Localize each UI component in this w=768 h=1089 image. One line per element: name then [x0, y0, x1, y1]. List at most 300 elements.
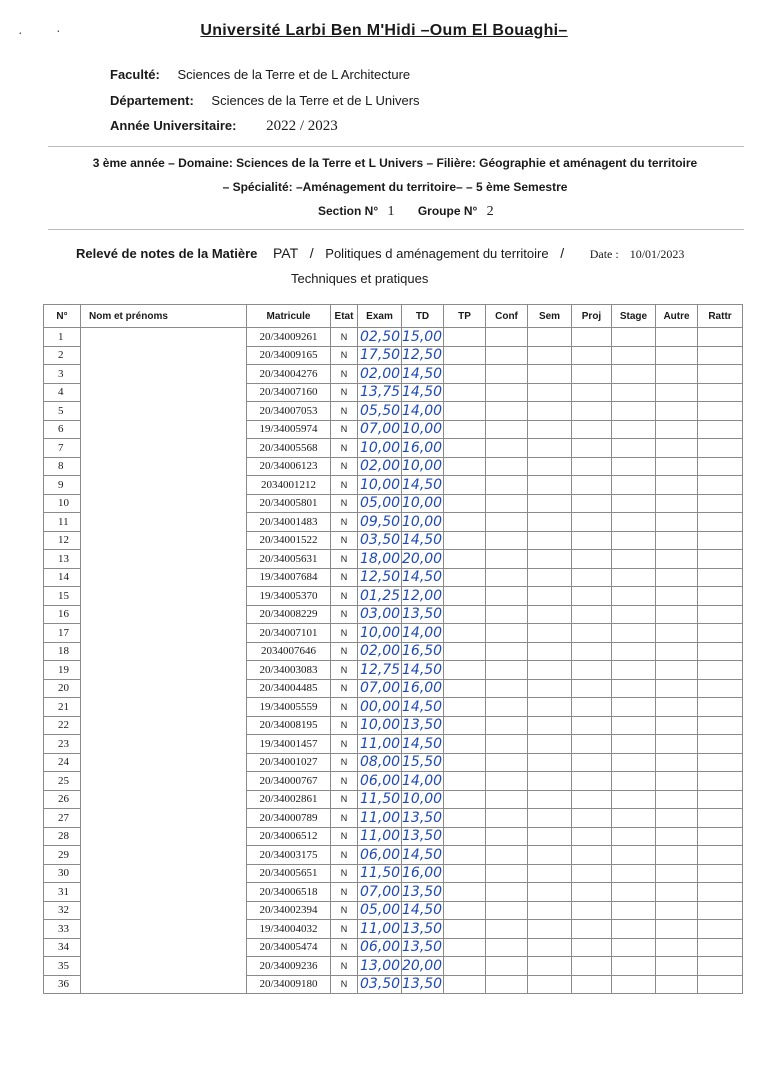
row-number: 28	[44, 827, 81, 846]
row-number: 21	[44, 698, 81, 717]
rattr-cell	[698, 938, 743, 957]
column-header-matricule: Matricule	[247, 305, 331, 328]
exam-grade: 03,50	[358, 975, 402, 994]
matricule-cell: 2034001212	[247, 476, 331, 495]
etat-cell: N	[331, 494, 358, 513]
name-cell	[81, 716, 247, 735]
section-label: Section N°	[318, 204, 379, 218]
row-number: 9	[44, 476, 81, 495]
stage-cell	[612, 494, 656, 513]
rattr-cell	[698, 328, 743, 347]
conf-cell	[486, 457, 528, 476]
sem-cell	[528, 420, 572, 439]
td-grade: 14,50	[402, 902, 443, 919]
row-number: 5	[44, 402, 81, 421]
column-header-etat: Etat	[331, 305, 358, 328]
name-cell	[81, 827, 247, 846]
exam-grade: 10,00	[358, 439, 402, 458]
tp-cell	[444, 642, 486, 661]
name-cell	[81, 920, 247, 939]
sem-cell	[528, 531, 572, 550]
row-number: 17	[44, 624, 81, 643]
table-row	[44, 975, 743, 994]
conf-cell	[486, 513, 528, 532]
td-grade: 16,00	[402, 439, 443, 456]
autre-cell	[656, 605, 698, 624]
row-number: 23	[44, 735, 81, 754]
etat-cell: N	[331, 772, 358, 791]
td-grade: 12,00	[402, 587, 443, 604]
table-row	[44, 864, 743, 883]
name-cell	[81, 605, 247, 624]
exam-grade: 12,50	[358, 568, 402, 587]
stage-cell	[612, 587, 656, 606]
proj-cell	[572, 328, 612, 347]
name-cell	[81, 846, 247, 865]
table-row	[44, 827, 743, 846]
conf-cell	[486, 846, 528, 865]
stage-cell	[612, 420, 656, 439]
proj-cell	[572, 920, 612, 939]
name-cell	[81, 772, 247, 791]
autre-cell	[656, 531, 698, 550]
stage-cell	[612, 698, 656, 717]
table-row	[44, 568, 743, 587]
releve-label: Relevé de notes de la Matière	[76, 246, 258, 261]
stage-cell	[612, 328, 656, 347]
tp-cell	[444, 346, 486, 365]
sem-cell	[528, 679, 572, 698]
autre-cell	[656, 975, 698, 994]
sem-cell	[528, 883, 572, 902]
matricule-cell: 20/34006512	[247, 827, 331, 846]
etat-cell: N	[331, 624, 358, 643]
proj-cell	[572, 568, 612, 587]
tp-cell	[444, 420, 486, 439]
name-cell	[81, 457, 247, 476]
name-cell	[81, 439, 247, 458]
table-row	[44, 679, 743, 698]
name-cell	[81, 420, 247, 439]
tp-cell	[444, 790, 486, 809]
etat-cell: N	[331, 957, 358, 976]
etat-cell: N	[331, 402, 358, 421]
exam-grade: 06,00	[358, 846, 402, 865]
autre-cell	[656, 827, 698, 846]
matricule-cell: 20/34006123	[247, 457, 331, 476]
name-cell	[81, 568, 247, 587]
rattr-cell	[698, 883, 743, 902]
autre-cell	[656, 420, 698, 439]
row-number: 36	[44, 975, 81, 994]
column-header-autre: Autre	[656, 305, 698, 328]
stage-cell	[612, 476, 656, 495]
matricule-cell: 20/34001522	[247, 531, 331, 550]
rattr-cell	[698, 864, 743, 883]
exam-grade: 17,50	[358, 346, 402, 365]
sem-cell	[528, 790, 572, 809]
tp-cell	[444, 809, 486, 828]
stage-cell	[612, 383, 656, 402]
exam-grade: 05,00	[358, 901, 402, 920]
autre-cell	[656, 716, 698, 735]
td-grade: 14,50	[402, 698, 443, 715]
rattr-cell	[698, 624, 743, 643]
autre-cell	[656, 790, 698, 809]
td-grade: 14,50	[402, 846, 443, 863]
proj-cell	[572, 827, 612, 846]
etat-cell: N	[331, 901, 358, 920]
autre-cell	[656, 883, 698, 902]
td-grade: 14,50	[402, 365, 443, 382]
rattr-cell	[698, 920, 743, 939]
faculty-value: Sciences de la Terre et de L Architecture	[177, 67, 411, 82]
tp-cell	[444, 439, 486, 458]
sem-cell	[528, 476, 572, 495]
proj-cell	[572, 975, 612, 994]
conf-cell	[486, 679, 528, 698]
autre-cell	[656, 476, 698, 495]
autre-cell	[656, 346, 698, 365]
tp-cell	[444, 753, 486, 772]
table-row	[44, 938, 743, 957]
sem-cell	[528, 735, 572, 754]
td-grade: 20,00	[402, 550, 443, 567]
etat-cell: N	[331, 328, 358, 347]
etat-cell: N	[331, 346, 358, 365]
tp-cell	[444, 735, 486, 754]
etat-cell: N	[331, 753, 358, 772]
rattr-cell	[698, 698, 743, 717]
table-row	[44, 920, 743, 939]
autre-cell	[656, 402, 698, 421]
tp-cell	[444, 938, 486, 957]
exam-grade: 02,00	[358, 365, 402, 384]
matricule-cell: 20/34001483	[247, 513, 331, 532]
rattr-cell	[698, 457, 743, 476]
speciality-line: – Spécialité: –Aménagement du territoire– – 5 ème Semestre	[222, 180, 568, 194]
stage-cell	[612, 901, 656, 920]
matricule-cell: 20/34000767	[247, 772, 331, 791]
table-row	[44, 772, 743, 791]
matricule-cell: 19/34007684	[247, 568, 331, 587]
row-number: 32	[44, 901, 81, 920]
exam-grade: 10,00	[358, 716, 402, 735]
sem-cell	[528, 975, 572, 994]
autre-cell	[656, 568, 698, 587]
td-grade: 16,00	[402, 865, 443, 882]
etat-cell: N	[331, 846, 358, 865]
etat-cell: N	[331, 420, 358, 439]
autre-cell	[656, 846, 698, 865]
matricule-cell: 20/34009180	[247, 975, 331, 994]
proj-cell	[572, 661, 612, 680]
department-value: Sciences de la Terre et de L Univers	[211, 93, 420, 108]
exam-grade: 09,50	[358, 513, 402, 532]
matricule-cell: 20/34005474	[247, 938, 331, 957]
exam-grade: 10,00	[358, 624, 402, 643]
row-number: 16	[44, 605, 81, 624]
rattr-cell	[698, 716, 743, 735]
subject-title: Politiques d aménagement du territoire	[325, 246, 549, 261]
tp-cell	[444, 587, 486, 606]
etat-cell: N	[331, 568, 358, 587]
name-cell	[81, 938, 247, 957]
exam-grade: 12,75	[358, 661, 402, 680]
tp-cell	[444, 864, 486, 883]
autre-cell	[656, 457, 698, 476]
tp-cell	[444, 698, 486, 717]
td-grade: 13,50	[402, 717, 443, 734]
exam-grade: 06,00	[358, 772, 402, 791]
td-grade: 14,50	[402, 384, 443, 401]
sem-cell	[528, 513, 572, 532]
autre-cell	[656, 864, 698, 883]
name-cell	[81, 328, 247, 347]
sem-cell	[528, 605, 572, 624]
tp-cell	[444, 568, 486, 587]
etat-cell: N	[331, 550, 358, 569]
name-cell	[81, 864, 247, 883]
table-row	[44, 883, 743, 902]
rattr-cell	[698, 846, 743, 865]
sem-cell	[528, 661, 572, 680]
rattr-cell	[698, 383, 743, 402]
td-grade: 13,50	[402, 828, 443, 845]
table-row	[44, 513, 743, 532]
tp-cell	[444, 883, 486, 902]
td-grade: 10,00	[402, 495, 443, 512]
matricule-cell: 20/34003175	[247, 846, 331, 865]
row-number: 8	[44, 457, 81, 476]
td-grade: 14,50	[402, 569, 443, 586]
stage-cell	[612, 624, 656, 643]
table-row	[44, 328, 743, 347]
rattr-cell	[698, 753, 743, 772]
row-number: 18	[44, 642, 81, 661]
tp-cell	[444, 531, 486, 550]
conf-cell	[486, 975, 528, 994]
conf-cell	[486, 920, 528, 939]
matricule-cell: 20/34003083	[247, 661, 331, 680]
name-cell	[81, 901, 247, 920]
proj-cell	[572, 402, 612, 421]
tp-cell	[444, 550, 486, 569]
scan-mark: ·	[18, 24, 23, 40]
autre-cell	[656, 957, 698, 976]
sem-cell	[528, 957, 572, 976]
sem-cell	[528, 901, 572, 920]
matricule-cell: 19/34005559	[247, 698, 331, 717]
tp-cell	[444, 624, 486, 643]
conf-cell	[486, 346, 528, 365]
tp-cell	[444, 494, 486, 513]
conf-cell	[486, 531, 528, 550]
row-number: 3	[44, 365, 81, 384]
matricule-cell: 20/34009236	[247, 957, 331, 976]
stage-cell	[612, 661, 656, 680]
stage-cell	[612, 346, 656, 365]
rattr-cell	[698, 365, 743, 384]
table-row	[44, 957, 743, 976]
stage-cell	[612, 531, 656, 550]
year-value: 2022 / 2023	[266, 118, 338, 134]
proj-cell	[572, 790, 612, 809]
domain-line: 3 ème année – Domaine: Sciences de la Terre et L Univers – Filière: Géographie et aménagent du territoire	[92, 156, 698, 170]
exam-grade: 18,00	[358, 550, 402, 569]
matricule-cell: 20/34005801	[247, 494, 331, 513]
sem-cell	[528, 846, 572, 865]
table-row	[44, 735, 743, 754]
name-cell	[81, 531, 247, 550]
table-row	[44, 605, 743, 624]
tp-cell	[444, 328, 486, 347]
rattr-cell	[698, 809, 743, 828]
tp-cell	[444, 846, 486, 865]
sem-cell	[528, 938, 572, 957]
matricule-cell: 20/34007053	[247, 402, 331, 421]
autre-cell	[656, 753, 698, 772]
td-grade: 14,50	[402, 532, 443, 549]
row-number: 12	[44, 531, 81, 550]
stage-cell	[612, 457, 656, 476]
td-grade: 12,50	[402, 347, 443, 364]
table-row	[44, 809, 743, 828]
exam-grade: 08,00	[358, 753, 402, 772]
table-row	[44, 624, 743, 643]
td-grade: 14,00	[402, 772, 443, 789]
sem-cell	[528, 383, 572, 402]
sem-cell	[528, 698, 572, 717]
autre-cell	[656, 920, 698, 939]
exam-grade: 13,00	[358, 957, 402, 976]
matricule-cell: 20/34001027	[247, 753, 331, 772]
autre-cell	[656, 328, 698, 347]
name-cell	[81, 975, 247, 994]
rattr-cell	[698, 605, 743, 624]
proj-cell	[572, 957, 612, 976]
sem-cell	[528, 494, 572, 513]
column-header-name: Nom et prénoms	[81, 305, 247, 328]
faculty-label: Faculté:	[110, 67, 160, 82]
name-cell	[81, 365, 247, 384]
conf-cell	[486, 661, 528, 680]
rattr-cell	[698, 531, 743, 550]
tp-cell	[444, 476, 486, 495]
row-number: 4	[44, 383, 81, 402]
sem-cell	[528, 328, 572, 347]
grades-table	[43, 304, 743, 994]
etat-cell: N	[331, 938, 358, 957]
group-value: 2	[486, 204, 494, 219]
subject-code: PAT	[272, 245, 299, 261]
td-grade: 13,50	[402, 920, 443, 937]
stage-cell	[612, 568, 656, 587]
row-number: 29	[44, 846, 81, 865]
table-header-row	[44, 305, 743, 328]
exam-grade: 11,00	[358, 735, 402, 754]
matricule-cell: 20/34008195	[247, 716, 331, 735]
column-header-stage: Stage	[612, 305, 656, 328]
conf-cell	[486, 809, 528, 828]
row-number: 27	[44, 809, 81, 828]
etat-cell: N	[331, 827, 358, 846]
stage-cell	[612, 735, 656, 754]
td-grade: 13,50	[402, 606, 443, 623]
conf-cell	[486, 494, 528, 513]
etat-cell: N	[331, 790, 358, 809]
td-grade: 16,50	[402, 643, 443, 660]
matricule-cell: 20/34005568	[247, 439, 331, 458]
proj-cell	[572, 864, 612, 883]
proj-cell	[572, 753, 612, 772]
table-row	[44, 753, 743, 772]
proj-cell	[572, 531, 612, 550]
matricule-cell: 20/34004485	[247, 679, 331, 698]
tp-cell	[444, 402, 486, 421]
year-label: Année Universitaire:	[110, 118, 237, 133]
rattr-cell	[698, 550, 743, 569]
sem-cell	[528, 439, 572, 458]
proj-cell	[572, 735, 612, 754]
proj-cell	[572, 346, 612, 365]
matricule-cell: 20/34005651	[247, 864, 331, 883]
proj-cell	[572, 439, 612, 458]
column-header-exam: Exam	[358, 305, 402, 328]
proj-cell	[572, 716, 612, 735]
conf-cell	[486, 550, 528, 569]
stage-cell	[612, 550, 656, 569]
etat-cell: N	[331, 679, 358, 698]
exam-grade: 10,00	[358, 476, 402, 495]
matricule-cell: 20/34007101	[247, 624, 331, 643]
row-number: 33	[44, 920, 81, 939]
table-row	[44, 402, 743, 421]
stage-cell	[612, 439, 656, 458]
row-number: 1	[44, 328, 81, 347]
name-cell	[81, 790, 247, 809]
exam-grade: 03,50	[358, 531, 402, 550]
rattr-cell	[698, 827, 743, 846]
name-cell	[81, 809, 247, 828]
sem-cell	[528, 827, 572, 846]
row-number: 13	[44, 550, 81, 569]
stage-cell	[612, 679, 656, 698]
rattr-cell	[698, 439, 743, 458]
sem-cell	[528, 772, 572, 791]
column-header-tp: TP	[444, 305, 486, 328]
column-header-conf: Conf	[486, 305, 528, 328]
rattr-cell	[698, 661, 743, 680]
table-row	[44, 661, 743, 680]
tp-cell	[444, 920, 486, 939]
conf-cell	[486, 901, 528, 920]
stage-cell	[612, 772, 656, 791]
conf-cell	[486, 790, 528, 809]
row-number: 6	[44, 420, 81, 439]
name-cell	[81, 661, 247, 680]
tp-cell	[444, 679, 486, 698]
date-label: Date :	[589, 247, 619, 261]
matricule-cell: 19/34004032	[247, 920, 331, 939]
rattr-cell	[698, 568, 743, 587]
tp-cell	[444, 901, 486, 920]
row-number: 11	[44, 513, 81, 532]
name-cell	[81, 346, 247, 365]
divider	[48, 229, 744, 230]
date-value: 10/01/2023	[629, 247, 685, 261]
rattr-cell	[698, 957, 743, 976]
